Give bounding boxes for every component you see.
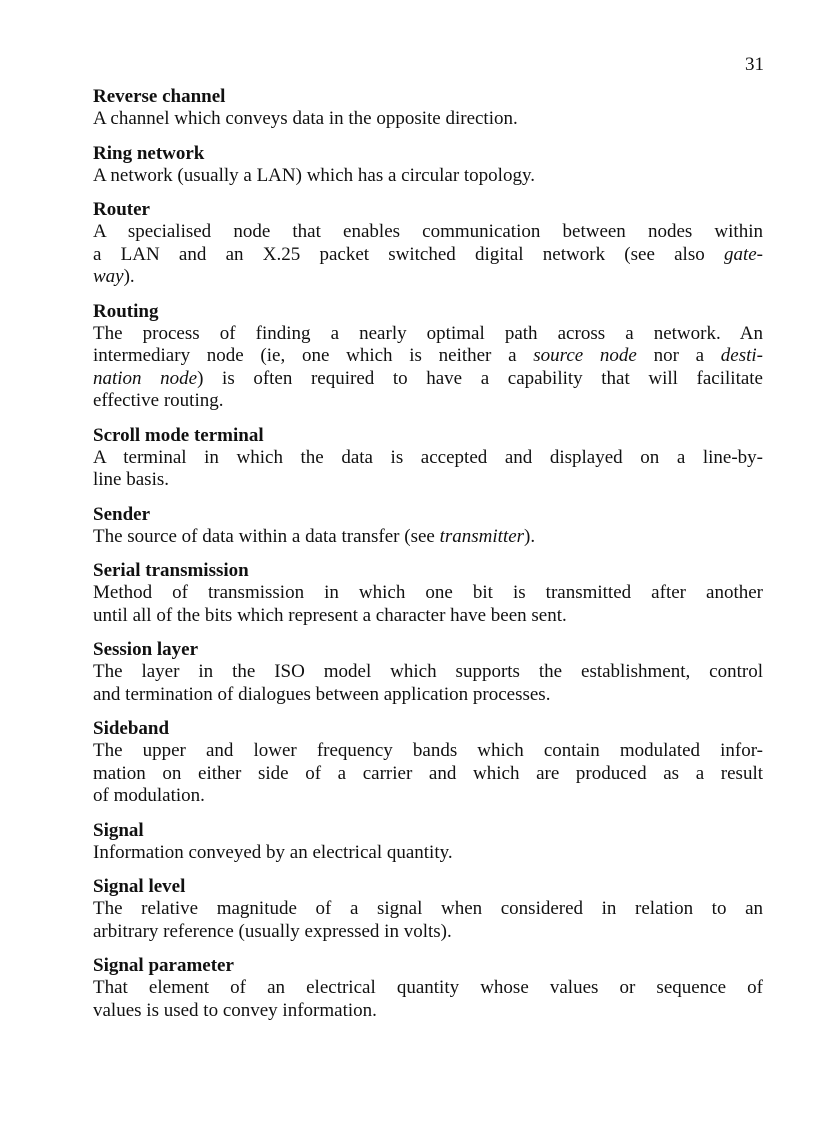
cross-reference-term: gate-: [723, 243, 763, 265]
definition-text: and termination of dialogues between application processes.: [93, 683, 551, 705]
definition-line: [93, 469, 763, 492]
glossary-definition: [93, 661, 763, 706]
glossary-definition: [93, 108, 763, 131]
glossary-entry: [93, 300, 763, 413]
definition-text: The relative magnitude of a signal when considered in relation to an: [93, 898, 763, 919]
cross-reference-term: transmitter: [439, 525, 525, 547]
definition-text: ).: [524, 525, 536, 547]
definition-text: The upper and lower frequency bands which contain modulated infor-: [93, 740, 763, 761]
page-number: 31: [745, 54, 764, 75]
glossary-definition: [93, 221, 763, 289]
definition-line: [93, 785, 763, 808]
glossary-term: Serial transmission: [93, 560, 249, 581]
definition-text: The layer in the ISO model which supports the establishment, control: [93, 661, 763, 682]
glossary-term: Ring network: [93, 142, 205, 164]
glossary-entry: [93, 819, 763, 865]
glossary-entry: [93, 142, 763, 188]
glossary-term: Signal: [93, 819, 144, 841]
cross-reference-term: way: [93, 266, 124, 287]
glossary-entry: [93, 85, 763, 131]
glossary-term: Session layer: [93, 639, 199, 660]
definition-line: [93, 526, 763, 549]
definition-line: [93, 165, 763, 188]
glossary-entry: [93, 954, 763, 1022]
definition-text: A terminal in which the data is accepted and displayed on a line-by-: [93, 446, 763, 468]
definition-text: A channel which conveys data in the opposite direction.: [93, 108, 518, 129]
glossary-entry: [93, 503, 763, 549]
definition-line: [93, 390, 763, 413]
definition-text: A specialised node that enables communication between nodes within: [93, 221, 763, 242]
glossary-entry: [93, 875, 763, 943]
glossary-term: Reverse channel: [93, 86, 226, 107]
glossary-definition: [93, 898, 763, 943]
definition-line: [93, 244, 763, 267]
definition-line: [93, 605, 763, 628]
definition-line: [93, 661, 763, 684]
cross-reference-term: source node: [533, 345, 637, 366]
definition-line: [93, 108, 763, 131]
glossary-term: Signal level: [93, 876, 186, 897]
glossary-definition: [93, 526, 763, 549]
glossary-definition: [93, 582, 763, 627]
definition-line: [93, 582, 763, 605]
definition-text: The source of data within a data transfer (see: [93, 525, 440, 547]
glossary-definition: [93, 842, 763, 865]
glossary-definition: [93, 165, 763, 188]
glossary-term: Sender: [93, 503, 150, 525]
glossary-term: Routing: [93, 300, 159, 322]
definition-line: [93, 368, 763, 391]
definition-text: effective routing.: [93, 390, 224, 411]
definition-text: A network (usually a LAN) which has a circular topology.: [93, 164, 535, 186]
glossary-entry: [93, 424, 763, 492]
definition-text: That element of an electrical quantity whose values or sequence of: [93, 977, 763, 998]
definition-text: The process of finding a nearly optimal path across a network. An: [93, 322, 763, 344]
glossary-term: Signal parameter: [93, 955, 234, 976]
cross-reference-term: nation node: [93, 367, 198, 389]
definition-text: a LAN and an X.25 packet switched digital network (see also: [93, 243, 724, 265]
definition-line: [93, 740, 763, 763]
definition-text: of modulation.: [93, 785, 205, 806]
definition-line: [93, 221, 763, 244]
glossary-entry: [93, 198, 763, 289]
definition-line: [93, 842, 763, 865]
glossary-definition: [93, 977, 763, 1022]
definition-line: [93, 323, 763, 346]
definition-line: [93, 266, 763, 289]
definition-line: [93, 1000, 763, 1023]
definition-text: Method of transmission in which one bit is transmitted after another: [93, 582, 763, 603]
glossary-list: [93, 85, 763, 1033]
definition-text: values is used to convey information.: [93, 999, 377, 1021]
definition-text: line basis.: [93, 469, 169, 490]
definition-text: until all of the bits which represent a character have been sent.: [93, 604, 567, 626]
glossary-term: Sideband: [93, 718, 170, 739]
definition-text: arbitrary reference (usually expressed in volts).: [93, 920, 452, 942]
glossary-definition: [93, 447, 763, 492]
definition-line: [93, 977, 763, 1000]
glossary-entry: [93, 638, 763, 706]
definition-text: ) is often required to have a capability that will facilitate: [197, 367, 763, 389]
definition-line: [93, 898, 763, 921]
definition-text: intermediary node (ie, one which is neither a: [93, 345, 534, 366]
glossary-term: Scroll mode terminal: [93, 424, 264, 446]
glossary-entry: [93, 559, 763, 627]
cross-reference-term: desti-: [720, 345, 764, 366]
definition-text: nor a: [636, 345, 721, 366]
definition-line: [93, 763, 763, 786]
glossary-entry: [93, 717, 763, 808]
definition-line: [93, 447, 763, 470]
definition-text: Information conveyed by an electrical quantity.: [93, 841, 453, 863]
glossary-term: Router: [93, 199, 150, 220]
definition-text: mation on either side of a carrier and which are produced as a result: [93, 762, 763, 784]
definition-text: ).: [123, 266, 135, 287]
glossary-definition: [93, 323, 763, 413]
definition-line: [93, 921, 763, 944]
definition-line: [93, 684, 763, 707]
glossary-definition: [93, 740, 763, 808]
definition-line: [93, 345, 763, 368]
